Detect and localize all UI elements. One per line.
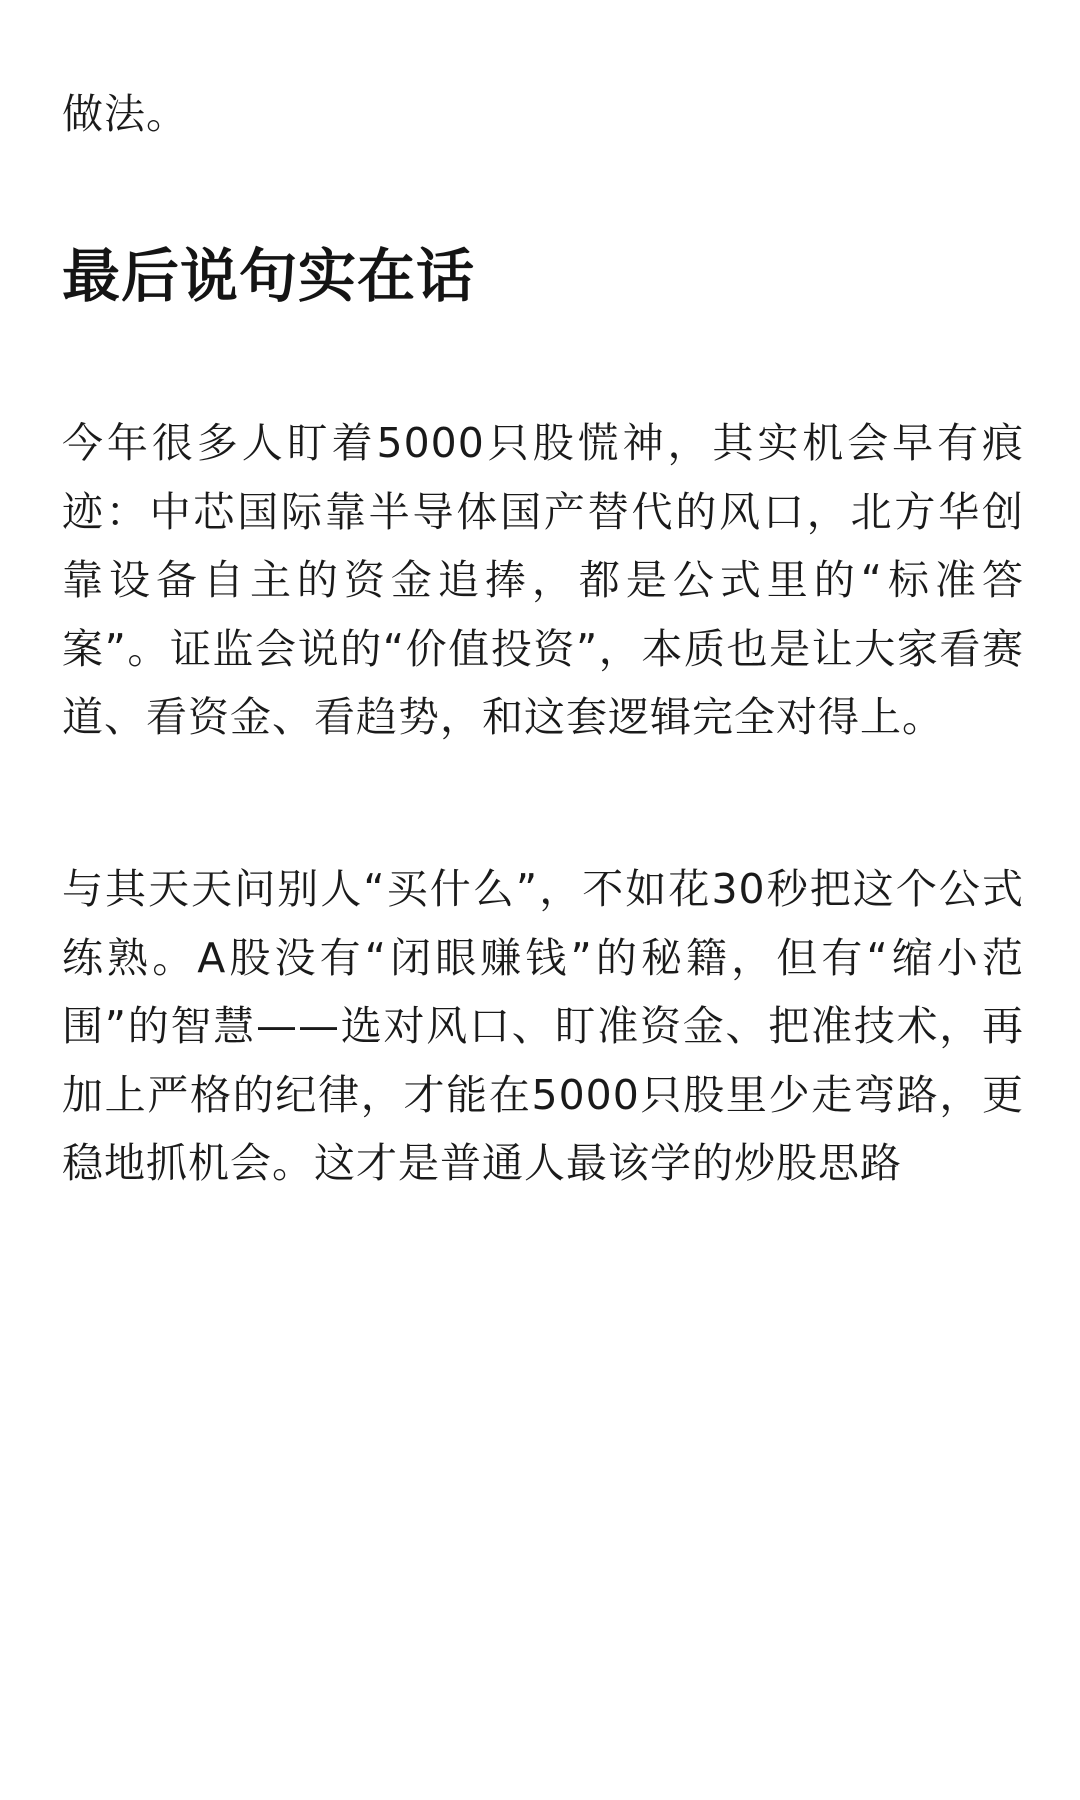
section-heading: 最后说句实在话 <box>62 242 476 310</box>
intro-tail-text: 做法。 <box>62 90 188 138</box>
paragraph-2: 与其天天问别人“买什么”，不如花30秒把这个公式练熟。A股没有“闭眼赚钱”的秘籍，但有“缩小范围”的智慧——选对风口、盯准资金、把准技术，再加上严格的纪律，才能在5000只股里少走弯路，更稳地抓机会。这才是普通人最该学的炒股思路 <box>62 865 1024 1187</box>
paragraph-1: 今年很多人盯着5000只股慌神，其实机会早有痕迹：中芯国际靠半导体国产替代的风口，北方华创靠设备自主的资金追捧，都是公式里的“标准答案”。证监会说的“价值投资”，本质也是让大家看赛道、看资金、看趋势，和这套逻辑完全对得上。 <box>62 419 1024 741</box>
